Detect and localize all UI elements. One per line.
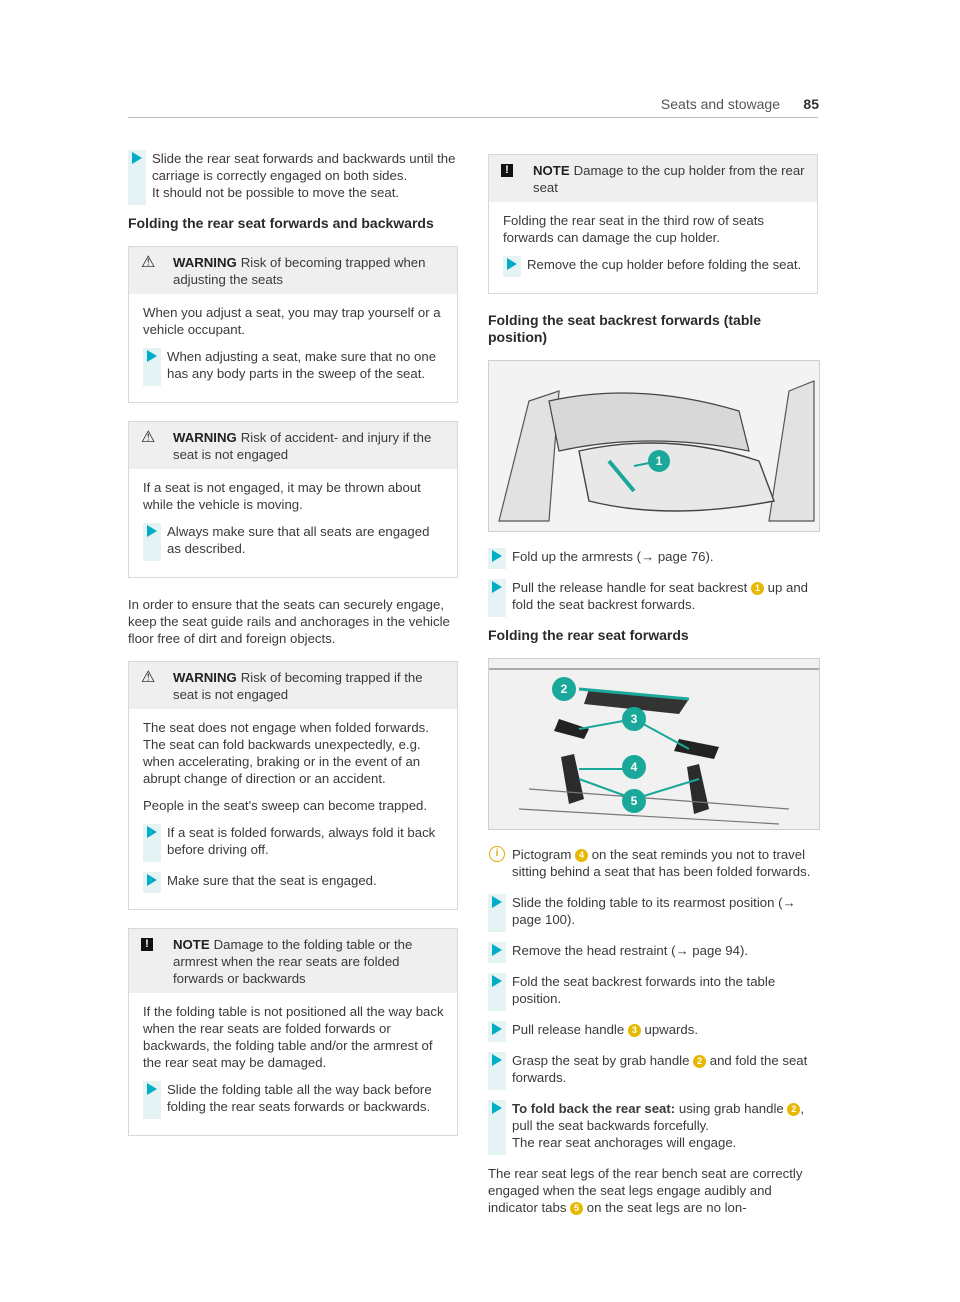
figure-seat-backrest <box>488 360 820 532</box>
step-arrow-icon <box>492 581 502 593</box>
warning-triangle-icon: ⚠ <box>141 669 156 686</box>
notice-icon: ! <box>501 164 513 177</box>
paragraph-guide-rails: In order to ensure that the seats can securely engage, keep the seat guide rails and anchorages in the vehicle floor free of dirt and foreign objects. <box>128 597 450 646</box>
callout-badge: 2 <box>693 1055 706 1068</box>
warning-triangle-icon: ⚠ <box>141 254 156 271</box>
heading-fold-forwards-backwards: Folding the rear seat forwards and backwards <box>128 215 434 231</box>
step-arrow-icon <box>492 550 502 562</box>
info-note-pictogram: i Pictogram 4 on the seat reminds you not to travel sitting behind a seat that has been folded forwards. <box>488 846 818 880</box>
step-arrow-icon <box>492 896 502 908</box>
step-arrow-icon <box>147 525 157 537</box>
heading-fold-rear-seat-forwards: Folding the rear seat forwards <box>488 627 689 643</box>
left-column <box>128 150 458 1154</box>
step-slide-seat: Slide the rear seat forwards and backwards until the carriage is correctly engaged on both sides. It should not be possible to move the seat. <box>128 150 458 201</box>
warning-step: Make sure that the seat is engaged. <box>143 872 445 889</box>
figure-rear-seat-legs <box>488 658 820 830</box>
notice-box-cup-holder: ! NOTE Damage to the cup holder from the rear seat Folding the rear seat in the third row of seats forwards can damage the cup holder. Remove the cup holder before folding the seat. <box>488 154 818 294</box>
svg-text:5: 5 <box>630 794 638 808</box>
step-slide-table: Slide the folding table to its rearmost position (→ page 100). <box>488 894 818 928</box>
notice-icon: ! <box>141 938 153 951</box>
step-grasp-seat: Grasp the seat by grab handle 2 and fold the seat forwards. <box>488 1052 818 1086</box>
step-arrow-icon <box>147 1083 157 1095</box>
step-arrow-icon <box>147 826 157 838</box>
step-arrow-icon <box>147 874 157 886</box>
callout-badge: 4 <box>575 849 588 862</box>
step-remove-head-restraint: Remove the head restraint (→ page 94). <box>488 942 818 959</box>
callout-badge: 3 <box>628 1024 641 1037</box>
svg-text:1: 1 <box>655 454 663 468</box>
warning-box-not-engaged: ⚠ WARNING Risk of accident- and injury if the seat is not engaged If a seat is not engaged, it may be thrown about while the vehicle is moving. Always make sure that all seats are engaged as described. <box>128 421 458 578</box>
warning-step: Always make sure that all seats are engaged as described. <box>143 523 445 557</box>
running-head: Seats and stowage <box>660 96 780 112</box>
right-column <box>488 150 818 1230</box>
step-arrow-icon <box>492 944 502 956</box>
step-arrow-icon <box>132 152 142 164</box>
step-fold-backrest: Fold the seat backrest forwards into the table position. <box>488 973 818 1007</box>
svg-text:3: 3 <box>630 712 638 726</box>
step-fold-back-seat: To fold back the rear seat: using grab handle 2 , pull the seat backwards forcefully. The rear seat anchorages will engage. <box>488 1100 818 1151</box>
step-pull-release-handle: Pull release handle 3 upwards. <box>488 1021 818 1038</box>
paragraph-seat-legs: The rear seat legs of the rear bench seat are correctly engaged when the seat legs engage audibly and indicator tabs 5 on the seat legs are no lon- <box>488 1166 803 1215</box>
callout-badge: 2 <box>787 1103 800 1116</box>
header-rule <box>128 117 818 118</box>
callout-badge: 5 <box>570 1202 583 1215</box>
step-arrow-icon <box>492 975 502 987</box>
callout-badge: 1 <box>751 582 764 595</box>
heading-table-position: Folding the seat backrest forwards (table position) <box>488 312 762 345</box>
step-arrow-icon <box>492 1054 502 1066</box>
svg-text:2: 2 <box>560 682 568 696</box>
step-pull-backrest-handle: Pull the release handle for seat backrest 1 up and fold the seat backrest forwards. <box>488 579 818 613</box>
page-number: 85 <box>803 96 819 112</box>
seat-legs-illustration <box>489 659 819 829</box>
warning-triangle-icon: ⚠ <box>141 429 156 446</box>
svg-text:4: 4 <box>630 760 638 774</box>
step-arrow-icon <box>147 350 157 362</box>
warning-box-folded: ⚠ WARNING Risk of becoming trapped if the seat is not engaged The seat does not engage when folded forwards. The seat can fold backwards unexpectedly, e.g. when accelerating, braking or in the event of an abrupt change of direction or an accident. People in the seat's sweep can become trapped. If a seat is folded forwards, always fold it back before driving off. Make sure that the seat is engaged. <box>128 661 458 910</box>
step-arrow-icon <box>492 1023 502 1035</box>
seat-illustration <box>489 361 819 531</box>
info-icon: i <box>489 846 505 862</box>
step-arrow-icon <box>492 1102 502 1114</box>
notice-box-folding-table: ! NOTE Damage to the folding table or the armrest when the rear seats are folded forwards or backwards If the folding table is not positioned all the way back when the rear seats are folded forwards or backwards, the folding table and/or the armrest of the rear seat may be damaged. Slide the folding table all the way back before folding the rear seats forwards or backwards. <box>128 928 458 1136</box>
warning-step: When adjusting a seat, make sure that no one has any body parts in the sweep of the seat. <box>143 348 445 382</box>
notice-step: Remove the cup holder before folding the seat. <box>503 256 805 273</box>
warning-box-trapped: ⚠ WARNING Risk of becoming trapped when adjusting the seats When you adjust a seat, you may trap yourself or a vehicle occupant. When adjusting a seat, make sure that no one has any body parts in the sweep of the seat. <box>128 246 458 403</box>
step-fold-armrests: Fold up the armrests (→ page 76). <box>488 548 818 565</box>
notice-step: Slide the folding table all the way back before folding the rear seats forwards or backwards. <box>143 1081 445 1115</box>
step-arrow-icon <box>507 258 517 270</box>
warning-step: If a seat is folded forwards, always fold it back before driving off. <box>143 824 445 858</box>
